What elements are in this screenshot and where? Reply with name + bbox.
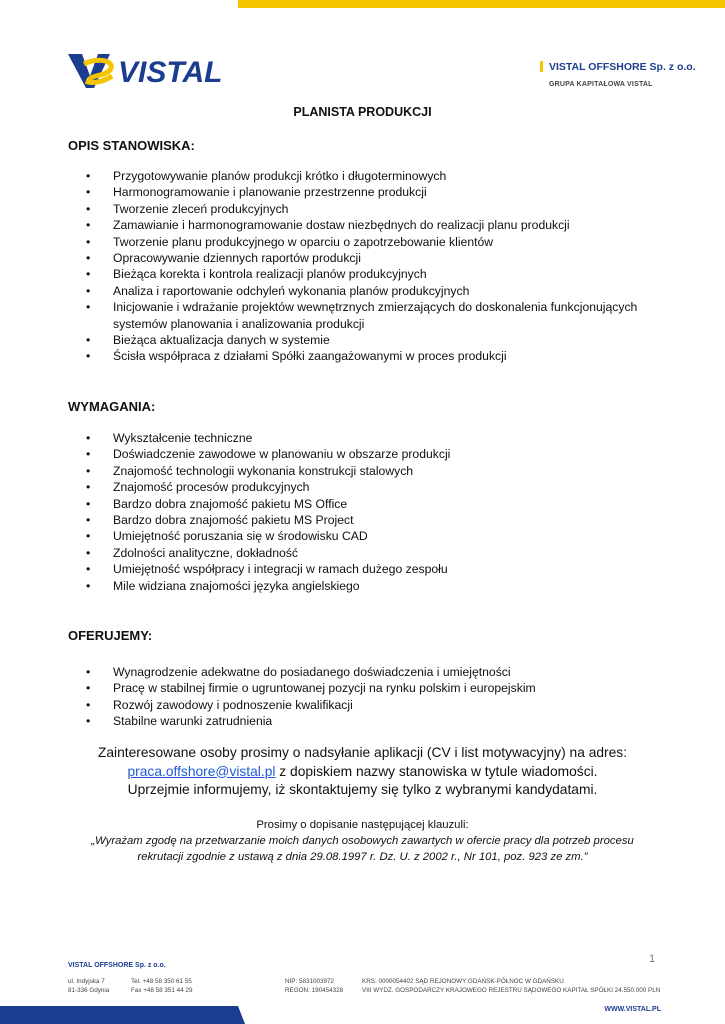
list-item: • Tworzenie zleceń produkcyjnych <box>86 201 686 217</box>
apply-line-3: Uprzejmie informujemy, iż skontaktujemy się tylko z wybranymi kandydatami. <box>127 782 598 797</box>
company-header <box>540 58 696 88</box>
list-item: • Rozwój zawodowy i podnoszenie kwalifikacji <box>86 697 686 713</box>
list-item: • Bardzo dobra znajomość pakietu MS Office <box>86 496 686 512</box>
footer-address-city: 81-336 Gdynia <box>68 987 110 994</box>
list-item: • Pracę w stabilnej firmie o ugruntowanej pozycji na rynku polskim i europejskim <box>86 680 686 696</box>
footer-phone: Tel. +48 58 350 61 55 <box>131 978 192 985</box>
list-item: • Bieżąca korekta i kontrola realizacji planów produkcyjnych <box>86 266 686 282</box>
list-item: • Wynagrodzenie adekwatne do posiadanego doświadczenia i umiejętności <box>86 664 686 680</box>
section-heading-offer: OFERUJEMY: <box>68 628 153 643</box>
clause-quote-line-1: „Wyrażam zgodę na przetwarzanie moich danych osobowych zawartych w ofercie pracy dla potrzeb procesu <box>91 835 634 847</box>
footer-registry <box>362 977 660 995</box>
footer-blue-band <box>0 1006 238 1024</box>
footer-band-edge <box>238 1006 245 1024</box>
clause-quote-line-2: rekrutacji zgodnie z ustawą z dnia 29.08.1997 r. Dz. U. z 2002 r., Nr 101, poz. 923 ze zm.” <box>137 851 588 863</box>
list-item: • Zamawianie i harmonogramowanie dostaw niezbędnych do realizacji planu produkcji <box>86 217 686 233</box>
apply-line-2 <box>0 763 725 782</box>
clause-intro: Prosimy o dopisanie następującej klauzuli: <box>256 819 469 831</box>
page-number: 1 <box>649 953 656 965</box>
section-heading-requirements: WYMAGANIA: <box>68 399 156 414</box>
list-item: • Bieżąca aktualizacja danych w systemie <box>86 332 686 348</box>
header-yellow-band <box>238 0 725 8</box>
apply-line-1: Zainteresowane osoby prosimy o nadsyłanie aplikacji (CV i list motywacyjny) na adres: <box>97 745 628 760</box>
list-item: • Mile widziana znajomości języka angielskiego <box>86 578 686 594</box>
company-accent-bar <box>540 61 543 72</box>
list-item: • Doświadczenie zawodowe w planowaniu w obszarze produkcji <box>86 446 686 462</box>
list-item: • Tworzenie planu produkcyjnego w oparciu o zapotrzebowanie klientów <box>86 234 686 250</box>
list-item: • Wykształcenie techniczne <box>86 430 686 446</box>
vistal-logo <box>66 50 244 92</box>
list-item: • Znajomość procesów produkcyjnych <box>86 479 686 495</box>
footer-contact <box>131 977 192 995</box>
apply-line-2-suffix: z dopiskiem nazwy stanowiska w tytule wiadomości. <box>275 763 598 779</box>
email-link[interactable]: praca.offshore@vistal.pl <box>127 763 276 779</box>
consent-clause <box>0 817 725 865</box>
footer-nip: NIP: 5831003972 <box>285 978 335 985</box>
offer-list <box>86 664 686 730</box>
description-list <box>86 168 686 365</box>
footer-address-street: ul. Indyjska 7 <box>68 978 105 985</box>
footer-tax-ids <box>285 977 343 995</box>
job-title: PLANISTA PRODUKCJI <box>293 105 432 119</box>
company-name: VISTAL OFFSHORE Sp. z o.o. <box>549 60 696 73</box>
footer-company-name: VISTAL OFFSHORE Sp. z o.o. <box>68 962 166 969</box>
footer-website: WWW.VISTAL.PL <box>604 1006 661 1013</box>
company-group-label: GRUPA KAPITAŁOWA VISTAL <box>549 81 653 88</box>
footer-krs: KRS: 0000054402 SĄD REJONOWY GDAŃSK-PÓŁNOC W GDAŃSKU <box>362 978 564 985</box>
logo-wordmark: VISTAL <box>118 56 223 89</box>
list-item: • Znajomość technologii wykonania konstrukcji stalowych <box>86 463 686 479</box>
footer-regon: REGON: 190454328 <box>285 987 344 994</box>
footer-address <box>68 977 109 995</box>
list-item: • Opracowywanie dziennych raportów produkcji <box>86 250 686 266</box>
list-item: • Ścisła współpraca z działami Spółki zaangażowanymi w proces produkcji <box>86 348 686 364</box>
list-item: • Inicjowanie i wdrażanie projektów wewnętrznych zmierzających do doskonalenia funkcjonujących systemów planowania i analizowania produkcji <box>86 299 686 332</box>
list-item: • Analiza i raportowanie odchyleń wykonania planów produkcyjnych <box>86 283 686 299</box>
list-item: • Umiejętność współpracy i integracji w ramach dużego zespołu <box>86 561 686 577</box>
section-heading-description: OPIS STANOWISKA: <box>68 138 195 153</box>
footer-court: VIII WYDZ. GOSPODARCZY KRAJOWEGO REJESTRU SĄDOWEGO KAPITAŁ SPÓŁKI 24.550.000 PLN <box>362 987 661 994</box>
list-item: • Zdolności analityczne, dokładność <box>86 545 686 561</box>
list-item: • Harmonogramowanie i planowanie przestrzenne produkcji <box>86 184 686 200</box>
list-item: • Bardzo dobra znajomość pakietu MS Project <box>86 512 686 528</box>
footer-fax: Fax +48 58 351 44 29 <box>131 987 193 994</box>
list-item: • Umiejętność poruszania się w środowisku CAD <box>86 528 686 544</box>
list-item: • Stabilne warunki zatrudnienia <box>86 713 686 729</box>
list-item: • Przygotowywanie planów produkcji krótko i długoterminowych <box>86 168 686 184</box>
requirements-list <box>86 430 686 594</box>
application-instructions <box>0 744 725 800</box>
